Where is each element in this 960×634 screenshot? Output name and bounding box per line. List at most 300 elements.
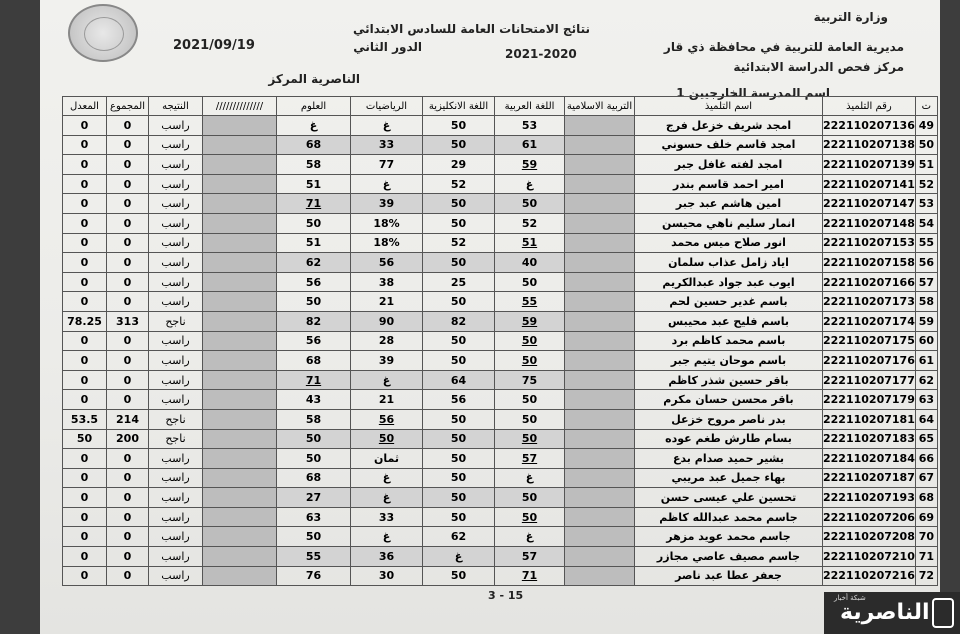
watermark-mark-icon [932, 598, 954, 628]
cell-result: راسب [149, 272, 203, 292]
cell-islamic [565, 351, 635, 371]
cell-islamic [565, 507, 635, 527]
col-result: النتيجه [149, 97, 203, 116]
cell-roll: 222110207206 [823, 507, 916, 527]
cell-hidden [203, 135, 277, 155]
col-hidden: ////////////// [203, 97, 277, 116]
cell-total: 0 [107, 253, 149, 273]
cell-math: 30 [351, 566, 423, 586]
cell-seq: 61 [915, 351, 937, 371]
cell-roll: 222110207175 [823, 331, 916, 351]
cell-roll: 222110207208 [823, 527, 916, 547]
cell-average: 78.25 [63, 311, 107, 331]
cell-hidden [203, 155, 277, 175]
cell-english: 50 [423, 409, 495, 429]
col-science: العلوم [277, 97, 351, 116]
cell-roll: 222110207148 [823, 213, 916, 233]
cell-english: 50 [423, 331, 495, 351]
cell-result: راسب [149, 527, 203, 547]
cell-islamic [565, 311, 635, 331]
cell-arabic: 55 [495, 292, 565, 312]
cell-math: غ [351, 527, 423, 547]
cell-math: 77 [351, 155, 423, 175]
cell-average: 0 [63, 507, 107, 527]
cell-hidden [203, 429, 277, 449]
cell-roll: 222110207153 [823, 233, 916, 253]
cell-arabic: 50 [495, 429, 565, 449]
cell-result: ناجح [149, 429, 203, 449]
cell-total: 0 [107, 194, 149, 214]
cell-arabic: 59 [495, 311, 565, 331]
cell-hidden [203, 409, 277, 429]
cell-arabic: 53 [495, 116, 565, 136]
cell-islamic [565, 409, 635, 429]
table-header-row [63, 97, 938, 116]
exam-date: 2021/09/19 [173, 38, 255, 53]
cell-hidden [203, 468, 277, 488]
cell-roll: 222110207174 [823, 311, 916, 331]
cell-result: راسب [149, 488, 203, 508]
cell-english: 50 [423, 566, 495, 586]
cell-arabic: 75 [495, 370, 565, 390]
cell-math: 21 [351, 390, 423, 410]
cell-roll: 222110207183 [823, 429, 916, 449]
cell-hidden [203, 213, 277, 233]
table-row [63, 507, 938, 527]
table-row [63, 566, 938, 586]
cell-roll: 222110207193 [823, 488, 916, 508]
cell-result: راسب [149, 116, 203, 136]
cell-arabic: 40 [495, 253, 565, 273]
cell-islamic [565, 292, 635, 312]
cell-hidden [203, 194, 277, 214]
watermark-top-text: شبكة أخبار [834, 594, 866, 602]
table-row [63, 331, 938, 351]
cell-science: 68 [277, 468, 351, 488]
cell-science: 62 [277, 253, 351, 273]
cell-arabic: 59 [495, 155, 565, 175]
table-row [63, 488, 938, 508]
table-row [63, 253, 938, 273]
cell-average: 50 [63, 429, 107, 449]
cell-average: 0 [63, 370, 107, 390]
cell-hidden [203, 449, 277, 469]
cell-science: 58 [277, 155, 351, 175]
cell-roll: 222110207147 [823, 194, 916, 214]
cell-hidden [203, 566, 277, 586]
cell-result: راسب [149, 253, 203, 273]
col-name: اسم التلميذ [635, 97, 823, 116]
cell-hidden [203, 292, 277, 312]
cell-islamic [565, 331, 635, 351]
cell-arabic: غ [495, 468, 565, 488]
cell-islamic [565, 174, 635, 194]
cell-average: 0 [63, 194, 107, 214]
cell-name: انور صلاح ميس محمد [635, 233, 823, 253]
cell-english: 50 [423, 194, 495, 214]
cell-seq: 67 [915, 468, 937, 488]
exam-round: الدور الثاني [353, 40, 422, 54]
cell-math: 56 [351, 409, 423, 429]
cell-english: 50 [423, 429, 495, 449]
cell-hidden [203, 253, 277, 273]
cell-arabic: 50 [495, 409, 565, 429]
cell-name: باسم موحان يتيم جبر [635, 351, 823, 371]
cell-roll: 222110207176 [823, 351, 916, 371]
cell-math: 28 [351, 331, 423, 351]
cell-science: 50 [277, 429, 351, 449]
cell-result: راسب [149, 566, 203, 586]
table-row [63, 390, 938, 410]
cell-math: 56 [351, 253, 423, 273]
cell-seq: 55 [915, 233, 937, 253]
cell-seq: 49 [915, 116, 937, 136]
cell-average: 0 [63, 253, 107, 273]
col-math: الرياضيات [351, 97, 423, 116]
cell-english: 50 [423, 507, 495, 527]
cell-hidden [203, 488, 277, 508]
cell-arabic: 57 [495, 449, 565, 469]
cell-arabic: 50 [495, 194, 565, 214]
cell-math: غ [351, 116, 423, 136]
cell-total: 0 [107, 527, 149, 547]
cell-science: 63 [277, 507, 351, 527]
cell-english: 50 [423, 253, 495, 273]
cell-islamic [565, 547, 635, 567]
cell-english: 50 [423, 135, 495, 155]
col-average: المعدل [63, 97, 107, 116]
cell-seq: 60 [915, 331, 937, 351]
cell-seq: 51 [915, 155, 937, 175]
cell-science: 68 [277, 351, 351, 371]
cell-result: راسب [149, 174, 203, 194]
cell-math: 90 [351, 311, 423, 331]
cell-islamic [565, 449, 635, 469]
cell-science: 71 [277, 370, 351, 390]
cell-hidden [203, 507, 277, 527]
watermark-logo [824, 592, 960, 634]
cell-name: ايوب عبد جواد عبدالكريم [635, 272, 823, 292]
cell-total: 214 [107, 409, 149, 429]
cell-english: 64 [423, 370, 495, 390]
cell-english: 62 [423, 527, 495, 547]
cell-english: 52 [423, 174, 495, 194]
cell-name: جاسم محمد عبدالله كاظم [635, 507, 823, 527]
cell-seq: 59 [915, 311, 937, 331]
cell-arabic: 57 [495, 547, 565, 567]
table-row [63, 135, 938, 155]
cell-arabic: 50 [495, 351, 565, 371]
cell-english: 29 [423, 155, 495, 175]
table-row [63, 527, 938, 547]
cell-result: راسب [149, 370, 203, 390]
col-english: اللغة الانكليزية [423, 97, 495, 116]
cell-hidden [203, 272, 277, 292]
cell-average: 0 [63, 566, 107, 586]
cell-islamic [565, 370, 635, 390]
cell-arabic: 50 [495, 390, 565, 410]
cell-roll: 222110207187 [823, 468, 916, 488]
cell-english: 50 [423, 468, 495, 488]
center-name: مركز فحص الدراسة الابتدائية [733, 60, 904, 74]
cell-hidden [203, 233, 277, 253]
cell-english: 50 [423, 488, 495, 508]
cell-name: امير احمد قاسم بندر [635, 174, 823, 194]
cell-science: 50 [277, 213, 351, 233]
cell-result: راسب [149, 390, 203, 410]
cell-hidden [203, 311, 277, 331]
cell-seq: 63 [915, 390, 937, 410]
cell-arabic: غ [495, 174, 565, 194]
cell-islamic [565, 116, 635, 136]
table-row [63, 409, 938, 429]
cell-name: بدر ناصر مروح خزعل [635, 409, 823, 429]
cell-math: 21 [351, 292, 423, 312]
cell-math: غ [351, 174, 423, 194]
cell-total: 0 [107, 547, 149, 567]
cell-science: 51 [277, 174, 351, 194]
cell-name: جاسم مصيف عاصي مجازر [635, 547, 823, 567]
cell-result: راسب [149, 155, 203, 175]
cell-science: 43 [277, 390, 351, 410]
cell-name: باسم غدير حسين لحم [635, 292, 823, 312]
cell-islamic [565, 155, 635, 175]
cell-result: راسب [149, 331, 203, 351]
cell-name: انمار سليم ناهي محيسن [635, 213, 823, 233]
cell-science: 58 [277, 409, 351, 429]
cell-islamic [565, 233, 635, 253]
cell-roll: 222110207166 [823, 272, 916, 292]
cell-result: راسب [149, 468, 203, 488]
cell-math: 39 [351, 351, 423, 371]
cell-name: تحسين علي عيسى حسن [635, 488, 823, 508]
cell-seq: 57 [915, 272, 937, 292]
cell-science: 50 [277, 449, 351, 469]
table-row [63, 449, 938, 469]
cell-total: 0 [107, 390, 149, 410]
cell-seq: 53 [915, 194, 937, 214]
table-row [63, 155, 938, 175]
cell-seq: 72 [915, 566, 937, 586]
table-row [63, 351, 938, 371]
cell-english: 50 [423, 449, 495, 469]
cell-english: 52 [423, 233, 495, 253]
cell-seq: 69 [915, 507, 937, 527]
table-row [63, 370, 938, 390]
cell-english: غ [423, 547, 495, 567]
exam-title: نتائج الامتحانات العامة للسادس الابتدائي [353, 22, 590, 36]
cell-total: 0 [107, 174, 149, 194]
cell-name: امجد شريف خزعل فرج [635, 116, 823, 136]
cell-science: 27 [277, 488, 351, 508]
cell-roll: 222110207136 [823, 116, 916, 136]
cell-name: امجد قاسم خلف حسوني [635, 135, 823, 155]
cell-islamic [565, 194, 635, 214]
cell-hidden [203, 390, 277, 410]
cell-seq: 66 [915, 449, 937, 469]
cell-average: 0 [63, 449, 107, 469]
col-islamic: التربية الاسلامية [565, 97, 635, 116]
cell-science: 55 [277, 547, 351, 567]
cell-result: راسب [149, 194, 203, 214]
cell-total: 0 [107, 566, 149, 586]
page-number: 3 - 15 [488, 589, 524, 602]
cell-islamic [565, 468, 635, 488]
cell-total: 0 [107, 155, 149, 175]
directorate-name: مديرية العامة للتربية في محافظة ذي قار [663, 40, 904, 54]
cell-total: 0 [107, 233, 149, 253]
cell-average: 0 [63, 351, 107, 371]
cell-total: 0 [107, 331, 149, 351]
table-row [63, 194, 938, 214]
cell-total: 0 [107, 468, 149, 488]
cell-math: 38 [351, 272, 423, 292]
cell-roll: 222110207138 [823, 135, 916, 155]
table-row [63, 468, 938, 488]
cell-total: 0 [107, 135, 149, 155]
cell-total: 313 [107, 311, 149, 331]
cell-english: 50 [423, 213, 495, 233]
col-roll: رقم التلميذ [823, 97, 916, 116]
cell-name: بهاء جميل عبد مريبي [635, 468, 823, 488]
cell-average: 0 [63, 547, 107, 567]
cell-english: 82 [423, 311, 495, 331]
cell-average: 0 [63, 390, 107, 410]
cell-total: 0 [107, 272, 149, 292]
cell-average: 0 [63, 527, 107, 547]
cell-name: جاسم محمد عويد مزهر [635, 527, 823, 547]
cell-total: 0 [107, 116, 149, 136]
cell-islamic [565, 135, 635, 155]
cell-name: امجد لفته غافل جبر [635, 155, 823, 175]
cell-average: 0 [63, 272, 107, 292]
cell-name: باسم محمد كاظم برد [635, 331, 823, 351]
cell-islamic [565, 390, 635, 410]
cell-science: غ [277, 116, 351, 136]
cell-math: غ [351, 370, 423, 390]
table-row [63, 233, 938, 253]
cell-result: راسب [149, 547, 203, 567]
cell-hidden [203, 547, 277, 567]
school-name: اسم المدرسة الخارجيين 1 [676, 86, 830, 100]
cell-roll: 222110207139 [823, 155, 916, 175]
cell-islamic [565, 272, 635, 292]
cell-average: 53.5 [63, 409, 107, 429]
cell-hidden [203, 116, 277, 136]
cell-science: 82 [277, 311, 351, 331]
cell-arabic: 50 [495, 507, 565, 527]
cell-total: 0 [107, 370, 149, 390]
cell-result: راسب [149, 135, 203, 155]
cell-math: غ [351, 488, 423, 508]
cell-science: 56 [277, 272, 351, 292]
cell-seq: 71 [915, 547, 937, 567]
ministry-name: وزارة التربية [813, 10, 888, 24]
cell-islamic [565, 253, 635, 273]
cell-roll: 222110207179 [823, 390, 916, 410]
cell-math: 50 [351, 429, 423, 449]
cell-total: 0 [107, 488, 149, 508]
cell-seq: 62 [915, 370, 937, 390]
cell-total: 200 [107, 429, 149, 449]
cell-average: 0 [63, 331, 107, 351]
cell-math: 39 [351, 194, 423, 214]
table-row [63, 311, 938, 331]
cell-average: 0 [63, 135, 107, 155]
ministry-seal [68, 4, 138, 62]
cell-average: 0 [63, 174, 107, 194]
cell-total: 0 [107, 292, 149, 312]
cell-arabic: 52 [495, 213, 565, 233]
cell-average: 0 [63, 213, 107, 233]
cell-english: 25 [423, 272, 495, 292]
cell-math: 18% [351, 233, 423, 253]
cell-math: 18% [351, 213, 423, 233]
cell-seq: 64 [915, 409, 937, 429]
cell-result: ناجح [149, 311, 203, 331]
cell-math: ثمان [351, 449, 423, 469]
watermark-main-text: الناصرية [840, 600, 930, 625]
cell-name: باقر محسن حسان مكرم [635, 390, 823, 410]
cell-name: باسم فليح عبد محيبس [635, 311, 823, 331]
cell-islamic [565, 488, 635, 508]
cell-average: 0 [63, 233, 107, 253]
cell-hidden [203, 370, 277, 390]
cell-seq: 50 [915, 135, 937, 155]
cell-roll: 222110207216 [823, 566, 916, 586]
cell-total: 0 [107, 507, 149, 527]
cell-result: ناجح [149, 409, 203, 429]
cell-roll: 222110207177 [823, 370, 916, 390]
cell-average: 0 [63, 488, 107, 508]
cell-science: 56 [277, 331, 351, 351]
cell-result: راسب [149, 507, 203, 527]
cell-seq: 68 [915, 488, 937, 508]
cell-name: باقر حسين شذر كاظم [635, 370, 823, 390]
cell-result: راسب [149, 351, 203, 371]
cell-average: 0 [63, 468, 107, 488]
cell-arabic: 61 [495, 135, 565, 155]
cell-seq: 58 [915, 292, 937, 312]
cell-islamic [565, 566, 635, 586]
cell-english: 50 [423, 116, 495, 136]
cell-science: 71 [277, 194, 351, 214]
cell-name: امين هاشم عبد جبر [635, 194, 823, 214]
cell-total: 0 [107, 351, 149, 371]
cell-hidden [203, 174, 277, 194]
cell-math: 33 [351, 507, 423, 527]
cell-seq: 52 [915, 174, 937, 194]
table-row [63, 272, 938, 292]
cell-seq: 65 [915, 429, 937, 449]
cell-math: 33 [351, 135, 423, 155]
cell-arabic: 50 [495, 488, 565, 508]
cell-science: 76 [277, 566, 351, 586]
col-seq: ت [915, 97, 937, 116]
cell-science: 50 [277, 292, 351, 312]
cell-total: 0 [107, 449, 149, 469]
cell-seq: 70 [915, 527, 937, 547]
cell-result: راسب [149, 449, 203, 469]
cell-result: راسب [149, 213, 203, 233]
table-row [63, 547, 938, 567]
cell-name: اياد زامل عذاب سلمان [635, 253, 823, 273]
table-row [63, 116, 938, 136]
cell-english: 56 [423, 390, 495, 410]
cell-islamic [565, 527, 635, 547]
col-total: المجموع [107, 97, 149, 116]
cell-roll: 222110207210 [823, 547, 916, 567]
